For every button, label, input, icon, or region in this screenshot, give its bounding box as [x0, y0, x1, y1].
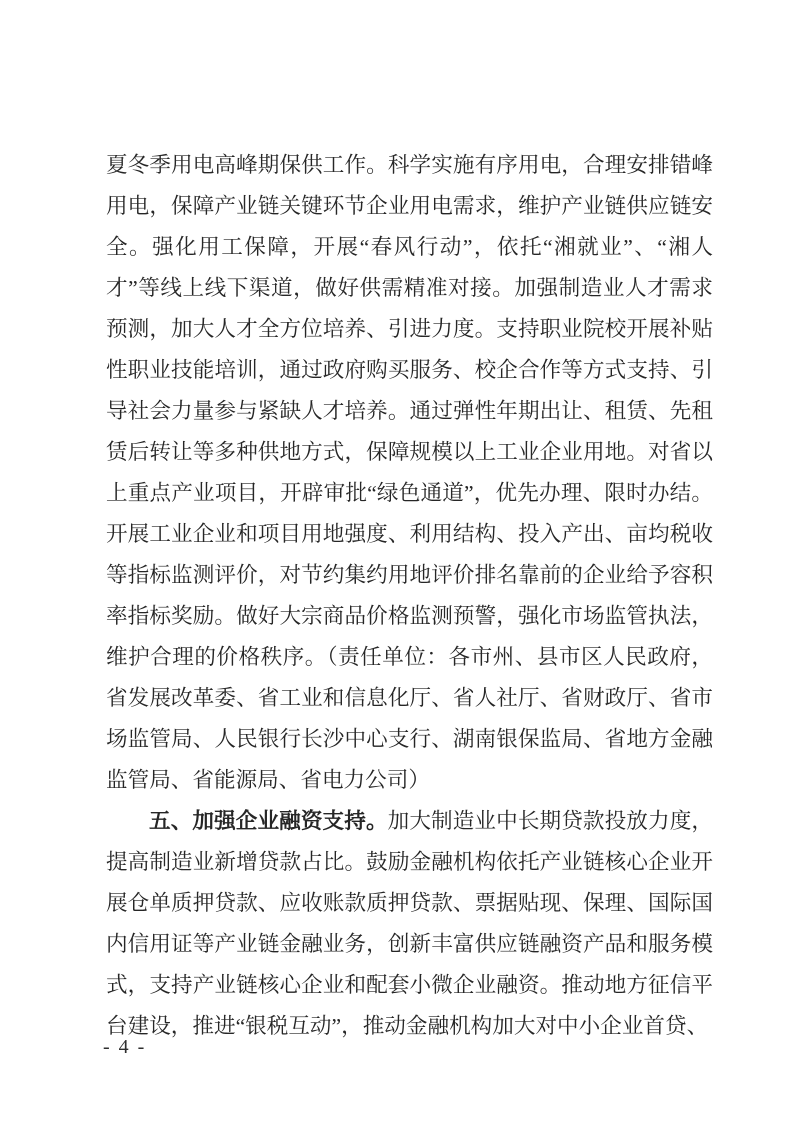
paragraph-section-five — [106, 801, 713, 1047]
paragraph-continuation — [106, 145, 713, 801]
section-heading: 五、加强企业融资支持。 — [149, 809, 388, 833]
page-number: - 4 - — [103, 1036, 147, 1058]
document-body — [106, 145, 713, 1047]
paragraph-text: 加大制造业中长期贷款投放力度，提高制造业新增贷款占比。鼓励金融机构依托产业链核心企业开展仓单质押贷款、应收账款质押贷款、票据贴现、保理、国际国内信用证等产业链金融业务，创新丰富供应链融资产品和服务模式，支持产业链核心企业和配套小微企业融资。推动地方征信平台建设，推进“银税互动”，推动金融机构加大对中小企业首贷、 — [106, 809, 713, 1038]
paragraph-text: 夏冬季用电高峰期保供工作。科学实施有序用电，合理安排错峰用电，保障产业链关键环节企业用电需求，维护产业链供应链安全。强化用工保障，开展“春风行动”，依托“湘就业”、“湘人才”等线上线下渠道，做好供需精准对接。加强制造业人才需求预测，加大人才全方位培养、引进力度。支持职业院校开展补贴性职业技能培训，通过政府购买服务、校企合作等方式支持、引导社会力量参与紧缺人才培养。通过弹性年期出让、租赁、先租赁后转让等多种供地方式，保障规模以上工业企业用地。对省以上重点产业项目，开辟审批“绿色通道”，优先办理、限时办结。开展工业企业和项目用地强度、利用结构、投入产出、亩均税收等指标监测评价，对节约集约用地评价排名靠前的企业给予容积率指标奖励。做好大宗商品价格监测预警，强化市场监管执法，维护合理的价格秩序。（责任单位：各市州、县市区人民政府，省发展改革委、省工业和信息化厅、省人社厅、省财政厅、省市场监管局、人民银行长沙中心支行、湖南银保监局、省地方金融监管局、省能源局、省电力公司） — [106, 153, 713, 792]
